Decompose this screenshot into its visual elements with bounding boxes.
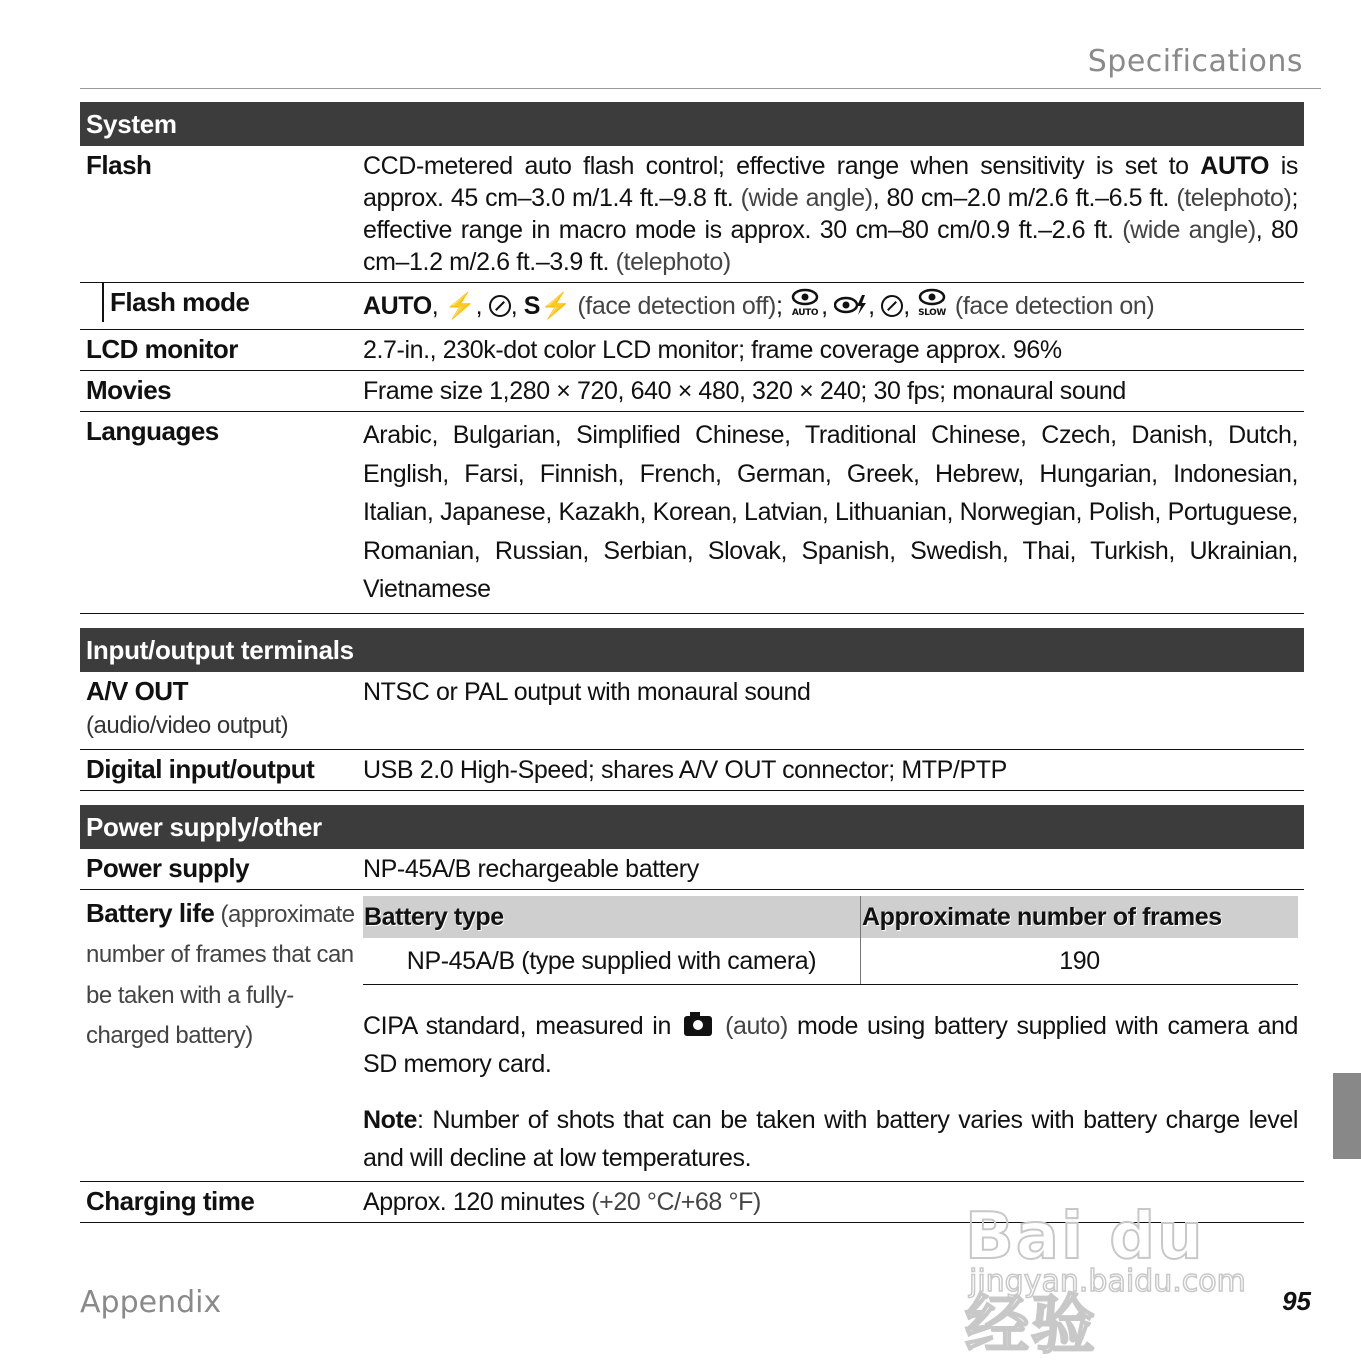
section-tab-marker [1333, 1073, 1361, 1159]
spec-row-digital [80, 750, 1304, 791]
spec-row-av-out [80, 672, 1304, 750]
red-eye-auto-icon [789, 287, 821, 325]
spec-table [80, 102, 1304, 1223]
spec-label: Languages [86, 416, 219, 446]
camera-icon [684, 1016, 712, 1036]
svg-text:AUTO: AUTO [791, 308, 819, 317]
spec-value: NP-45A/B rechargeable battery [363, 854, 699, 883]
cipa-note: CIPA standard, measured in (auto) mode using battery supplied with camera and SD memory card. [363, 1011, 1298, 1078]
battery-table-header: Battery type [363, 896, 861, 938]
spec-value: Approx. 120 minutes (+20 °C/+68 °F) [363, 1187, 761, 1216]
table-row [363, 938, 1298, 985]
spec-row-power-supply [80, 849, 1304, 890]
spec-label: Flash mode [102, 283, 357, 322]
spec-row-languages [80, 412, 1304, 614]
battery-note: Note: Number of shots that can be taken with battery varies with battery charge level and will decline at low temperatures. [363, 1105, 1298, 1172]
spec-label: Flash [86, 150, 152, 180]
flash-suppressed-icon [881, 295, 903, 317]
spec-label: LCD monitor [86, 334, 238, 364]
spec-row-flash [80, 146, 1304, 283]
spec-label: Digital input/output [86, 753, 315, 784]
frames-cell: 190 [861, 938, 1299, 985]
spec-value: 2.7-in., 230k-dot color LCD monitor; frame coverage approx. 96% [363, 336, 1062, 364]
section-heading-system: System [80, 102, 1304, 146]
spec-row-flash-mode [80, 283, 1304, 330]
spec-value: Frame size 1,280 × 720, 640 × 480, 320 × 240; 30 fps; monaural sound [363, 377, 1126, 405]
page-header-title: Specifications [1087, 44, 1303, 79]
svg-text:SLOW: SLOW [918, 308, 947, 317]
spec-label: Battery life [86, 897, 215, 928]
section-heading-io: Input/output terminals [80, 628, 1304, 672]
spec-label-sub: (audio/video output) [86, 711, 289, 739]
page-number: 95 [1282, 1286, 1311, 1316]
spec-row-movies [80, 371, 1304, 412]
footer-section-name: Appendix [80, 1285, 222, 1320]
spec-label: Charging time [86, 1185, 255, 1216]
slow-sync-icon: ⚡ [540, 292, 571, 320]
spec-row-battery-life [80, 890, 1304, 1182]
flash-forced-icon: ⚡ [444, 292, 476, 320]
spec-value: USB 2.0 High-Speed; shares A/V OUT connector; MTP/PTP [363, 755, 1007, 784]
spec-value: CCD-metered auto flash control; effective range when sensitivity is set to AUTO is approx. 45 cm–3.0 m/1.4 ft.–9.8 ft. (wide angle), 80 cm–2.0 m/2.6 ft.–6.5 ft. (telephoto); effective range in macro mode is approx. 30 cm–80 cm/0.9 ft.–2.6 ft. (wide angle), 80 cm–1.2 m/2.6 ft.–3.9 ft. (telephoto) [363, 152, 1298, 276]
spec-label-sub: (approximate number of frames that can be taken with a fully-charged battery) [86, 900, 355, 1049]
battery-type-cell: NP-45A/B (type supplied with camera) [363, 938, 861, 985]
spec-value [363, 890, 1304, 1181]
battery-table-header: Approximate number of frames [861, 896, 1299, 938]
spec-label: A/V OUT [86, 675, 188, 706]
baidu-watermark: Bai du 经验 jingyan.baidu.com [965, 1200, 1246, 1363]
spec-value: AUTO, ⚡, , S⚡ (face detection off); AUTO , , , SLOW (face detection on) [363, 283, 1304, 329]
flash-suppressed-icon [489, 295, 511, 317]
spec-label: Power supply [86, 852, 250, 883]
battery-table [363, 896, 1298, 985]
red-eye-forced-icon [834, 293, 868, 325]
red-eye-slow-icon [916, 287, 948, 325]
spec-value: NTSC or PAL output with monaural sound [363, 677, 811, 706]
spec-value: Arabic, Bulgarian, Simplified Chinese, Traditional Chinese, Czech, Danish, Dutch, English, Farsi, Finnish, French, German, Greek, Hebrew, Hungarian, Indonesian, Italian, Japanese, Kazakh, Korean, Latvian, Lithuanian, Norwegian, Polish, Portuguese, Romanian, Russian, Serbian, Slovak, Spanish, Swedish, Thai, Turkish, Ukrainian, Vietnamese [363, 421, 1298, 603]
header-divider [80, 88, 1321, 89]
section-heading-power: Power supply/other [80, 805, 1304, 849]
spec-label: Movies [86, 375, 172, 405]
spec-row-lcd [80, 330, 1304, 371]
